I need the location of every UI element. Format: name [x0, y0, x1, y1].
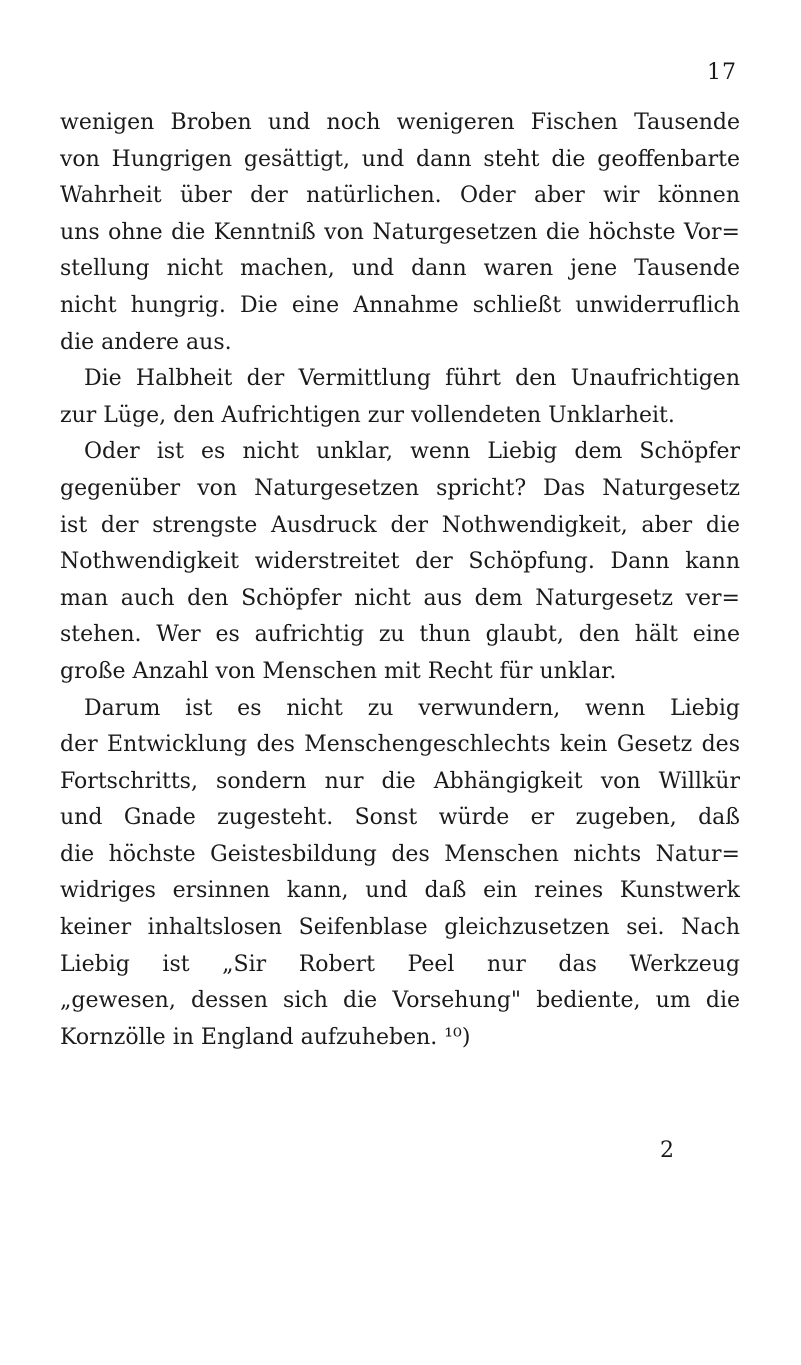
- text-line: gegenüber von Naturgesetzen spricht? Das Naturgesetz: [60, 475, 740, 501]
- text-line: die höchste Geistesbildung des Menschen nichts Natur=: [60, 841, 740, 867]
- text-line: widriges ersinnen kann, und daß ein reines Kunstwerk: [60, 878, 740, 904]
- text-line: Fortschritts, sondern nur die Abhängigkeit von Willkür: [60, 768, 740, 794]
- text-line: stehen. Wer es aufrichtig zu thun glaubt, den hält eine: [60, 622, 740, 648]
- text-line: Wahrheit über der natürlichen. Oder aber wir können: [60, 183, 740, 209]
- page-number: 17: [707, 60, 737, 85]
- text-line: keiner inhaltslosen Seifenblase gleichzusetzen sei. Nach: [60, 915, 740, 941]
- text-line: und Gnade zugesteht. Sonst würde er zugeben, daß: [60, 805, 740, 831]
- text-line: große Anzahl von Menschen mit Recht für unklar.: [60, 658, 617, 684]
- text-line: stellung nicht machen, und dann waren jene Tausende: [60, 256, 740, 282]
- paragraph: [60, 691, 740, 1057]
- paragraph: [60, 105, 740, 361]
- paragraph: [60, 361, 740, 434]
- signature-mark: 2: [660, 1138, 674, 1163]
- text-line: Kornzölle in England aufzuheben. ¹⁰): [60, 1024, 471, 1050]
- text-line: von Hungrigen gesättigt, und dann steht die geoffenbarte: [60, 146, 740, 172]
- text-line: nicht hungrig. Die eine Annahme schließt unwiderruflich: [60, 292, 740, 318]
- text-line: ist der strengste Ausdruck der Nothwendigkeit, aber die: [60, 512, 740, 538]
- text-line: zur Lüge, den Aufrichtigen zur vollendeten Unklarheit.: [60, 402, 675, 428]
- text-line: die andere aus.: [60, 329, 232, 355]
- text-line: Oder ist es nicht unklar, wenn Liebig dem Schöpfer: [84, 439, 740, 465]
- text-line: man auch den Schöpfer nicht aus dem Naturgesetz ver=: [60, 585, 740, 611]
- text-line: der Entwicklung des Menschengeschlechts kein Gesetz des: [60, 732, 740, 758]
- text-line: wenigen Broben und noch wenigeren Fischen Tausende: [60, 110, 740, 135]
- text-line: Die Halbheit der Vermittlung führt den Unaufrichtigen: [84, 366, 740, 392]
- text-line: „gewesen, dessen sich die Vorsehung" bediente, um die: [60, 988, 740, 1014]
- text-line: Nothwendigkeit widerstreitet der Schöpfung. Dann kann: [60, 549, 740, 575]
- text-line: Darum ist es nicht zu verwundern, wenn Liebig: [84, 695, 740, 721]
- paragraph: [60, 434, 740, 690]
- body-text: [60, 105, 740, 1056]
- text-line: uns ohne die Kenntniß von Naturgesetzen die höchste Vor=: [60, 219, 740, 245]
- text-line: Liebig ist „Sir Robert Peel nur das Werkzeug: [60, 951, 740, 977]
